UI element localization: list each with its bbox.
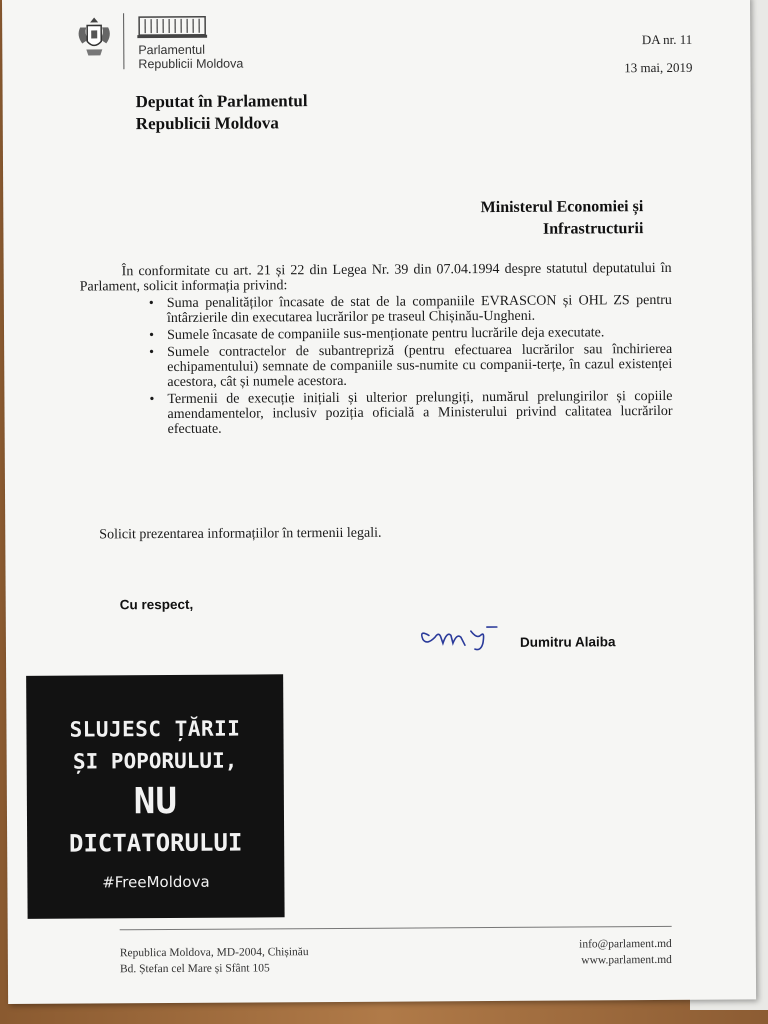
footer-divider xyxy=(120,926,672,930)
footer-contact xyxy=(579,936,672,969)
handwritten-signature xyxy=(411,613,503,654)
sticker-hashtag: #FreeMoldova xyxy=(102,872,210,892)
contact-website: www.parlament.md xyxy=(581,953,672,967)
signer-name: Dumitru Alaiba xyxy=(519,634,616,650)
bullet-icon: • xyxy=(148,296,154,312)
moldova-coat-of-arms-icon xyxy=(74,13,114,59)
organization-name-line1: Parlamentul xyxy=(138,42,206,58)
address-line1: Republica Moldova, MD-2004, Chișinău xyxy=(119,946,309,960)
document-reference xyxy=(624,26,693,82)
list-item-text: Sumele contractelor de subantrepriză (pentru efectuarea lucrărilor sau închirierea echipamentului) semnate de companiile sus-numite cu companii-terțe, în cazul existenței acestora, cât și numele acestora. xyxy=(167,341,673,390)
list-item xyxy=(149,341,673,390)
sender-line2: Republicii Moldova xyxy=(135,113,279,134)
recipient-block xyxy=(481,196,644,241)
organization-name-line2: Republicii Moldova xyxy=(138,56,244,72)
sticker-line1: SLUJESC ȚĂRII xyxy=(69,716,241,742)
sticker-line3: NU xyxy=(133,780,178,823)
letter-body xyxy=(80,261,673,440)
address-line2: Bd. Ștefan cel Mare și Sfânt 105 xyxy=(119,962,270,976)
parliament-building-icon xyxy=(137,13,207,39)
closing-sentence: Solicit prezentarea informațiilor în termenii legali. xyxy=(99,525,382,543)
sender-line1: Deputat în Parlamentul xyxy=(135,91,308,112)
organization-name xyxy=(138,43,243,72)
sender-block xyxy=(136,90,308,135)
list-item xyxy=(149,325,672,344)
list-item-text: Termenii de execuție inițiali și ulterior prelungiți, numărul prelungirilor și copiile amendamentelor, inclusiv poziția oficială a Ministerului privind calitatea lucrărilor efectuate. xyxy=(167,388,673,437)
bullet-icon: • xyxy=(149,328,155,344)
footer-address xyxy=(120,944,309,977)
header-divider xyxy=(123,13,124,69)
list-item xyxy=(148,292,672,326)
regards-text: Cu respect, xyxy=(119,596,194,613)
reference-date: 13 mai, 2019 xyxy=(624,59,693,76)
sticker-line4: DICTATORULUI xyxy=(68,828,243,858)
recipient-line1: Ministerul Economiei și xyxy=(480,198,644,217)
request-list xyxy=(80,293,673,438)
list-item-text: Sumele încasate de companiile sus-menționate pentru lucrările deja executate. xyxy=(167,325,605,343)
intro-paragraph: În conformitate cu art. 21 și 22 din Legea Nr. 39 din 07.04.1994 despre statutul deputatului în Parlament, solicit informația privind: xyxy=(79,260,672,295)
sticker-line2: ȘI POPORULUI, xyxy=(72,748,238,774)
reference-number: DA nr. 11 xyxy=(641,31,693,48)
contact-email: info@parlament.md xyxy=(579,937,672,951)
list-item xyxy=(149,388,673,437)
bullet-icon: • xyxy=(149,345,155,361)
protest-sticker xyxy=(26,674,284,919)
recipient-line2: Infrastructurii xyxy=(542,220,644,238)
list-item-text: Suma penalităților încasate de stat de la companiile EVRASCON și OHL ZS pentru întârzierile din executarea lucrărilor pe traseul Chișinău-Ungheni. xyxy=(166,292,672,326)
letter-page xyxy=(2,0,756,1004)
bullet-icon: • xyxy=(149,392,155,408)
